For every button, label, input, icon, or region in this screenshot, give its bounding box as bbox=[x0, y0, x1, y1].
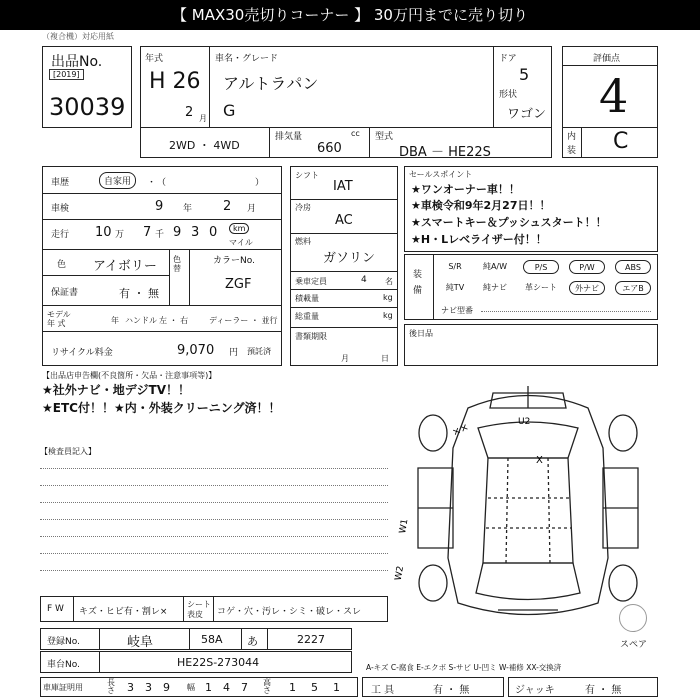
color-label: 色 bbox=[57, 260, 67, 270]
grade-label: 評価点 bbox=[593, 54, 621, 64]
displacement: 660 bbox=[317, 141, 342, 156]
registration-place: 岐阜 bbox=[127, 635, 154, 650]
jack-label: ジャッキ bbox=[515, 685, 555, 696]
mileage-digit-3: 0 bbox=[209, 225, 218, 240]
docs-day-unit: 日 bbox=[381, 354, 389, 363]
ac-value: AC bbox=[335, 213, 353, 228]
remark-line-1: ★社外ナビ・地デジTV！！ bbox=[42, 383, 190, 397]
mileage-unit-mile: マイル bbox=[229, 238, 253, 247]
nav-model-label: ナビ型番 bbox=[441, 306, 473, 315]
features-label: F W bbox=[47, 604, 64, 614]
dealer-label: ディーラー ・ 並行 bbox=[209, 316, 278, 325]
history-paren-open: （ bbox=[157, 178, 167, 188]
fuel-value: ガソリン bbox=[323, 251, 376, 266]
cert-height-2: 5 bbox=[311, 681, 318, 694]
equip-ps: P/S bbox=[523, 260, 559, 274]
mark-xx: ×× bbox=[450, 421, 471, 439]
vehicle-box bbox=[140, 46, 552, 158]
warranty-label: 保証書 bbox=[51, 288, 79, 298]
features-row bbox=[40, 596, 388, 622]
gross-unit: kg bbox=[383, 311, 393, 320]
equip-tv: 純TV bbox=[445, 283, 465, 292]
mileage-man-unit: 万 bbox=[115, 230, 125, 240]
docs-month-unit: 月 bbox=[341, 354, 349, 363]
lot-year-stamp: [2019] bbox=[49, 69, 84, 80]
chassis-row bbox=[40, 651, 352, 673]
sales-point-2: ★車検令和9年2月27日！！ bbox=[411, 199, 551, 212]
inspection-month: 2 bbox=[223, 199, 232, 214]
cc-unit: cc bbox=[351, 129, 360, 138]
car-name: アルトラパン bbox=[223, 74, 319, 93]
color-no-label: カラーNo. bbox=[213, 256, 255, 266]
registration-number: 2227 bbox=[297, 633, 325, 646]
remarks-header: 【出品店申告欄(不良箇所・欠品・注意事項等)】 bbox=[42, 371, 217, 380]
registration-label: 登録No. bbox=[47, 637, 80, 647]
inspection-year: 9 bbox=[155, 199, 164, 214]
remark-line-2: ★ETC付！！★内・外装クリーニング済！！ bbox=[42, 401, 281, 415]
equipment-box bbox=[404, 254, 658, 320]
recycle-unit: 円 bbox=[229, 348, 239, 358]
cert-width-1: 1 bbox=[205, 681, 212, 694]
mark-w1: W1 bbox=[398, 518, 411, 535]
grade-score: 4 bbox=[599, 69, 629, 123]
equip-aftermarket-nav: 外ナビ bbox=[569, 281, 605, 295]
color-change-label: 色替 bbox=[173, 255, 181, 273]
mileage-unit-km: km bbox=[229, 223, 249, 234]
sales-points-label: セールスポイント bbox=[409, 170, 473, 179]
cert-width-label: 幅 bbox=[187, 683, 195, 692]
body-label: 形状 bbox=[499, 90, 518, 100]
chassis-label: 車台No. bbox=[47, 660, 80, 670]
cert-width-3: 7 bbox=[241, 681, 248, 694]
inspection-year-unit: 年 bbox=[183, 204, 193, 214]
jack-value: 有 ・ 無 bbox=[585, 685, 622, 696]
registration-kana: あ bbox=[247, 635, 258, 648]
year-label: 年式 bbox=[145, 54, 164, 64]
car-grade: G bbox=[223, 101, 236, 120]
grade-box bbox=[562, 46, 658, 158]
sheet-label: シート bbox=[187, 600, 211, 609]
mileage-label: 走行 bbox=[51, 230, 70, 240]
history-paren-close: ） bbox=[255, 178, 265, 188]
tools-value: 有 ・ 無 bbox=[433, 685, 470, 696]
jack-box bbox=[508, 677, 658, 697]
chassis-value: HE22S-273044 bbox=[177, 656, 260, 669]
tools-box bbox=[362, 677, 504, 697]
banner: 【 MAX30売切りコーナー 】 30万円までに売り切り bbox=[0, 0, 700, 30]
cert-width-2: 4 bbox=[223, 681, 230, 694]
gross-label: 総重量 bbox=[295, 312, 319, 321]
history-label: 車歴 bbox=[51, 178, 70, 188]
equip-sr: S/R bbox=[448, 262, 462, 271]
drive: 2WD ・ 4WD bbox=[169, 139, 240, 152]
cert-height-label: 高さ bbox=[263, 678, 271, 695]
inspector-label: 【検査員記入】 bbox=[40, 447, 96, 456]
inspection-month-unit: 月 bbox=[247, 204, 257, 214]
interior-label-2: 装 bbox=[567, 146, 577, 156]
model-code: DBA － HE22S bbox=[399, 145, 491, 160]
warranty-value: 有 ・ 無 bbox=[119, 287, 159, 300]
equip-leather: 革シート bbox=[525, 283, 557, 292]
doors: 5 bbox=[519, 65, 530, 84]
tools-label: 工 具 bbox=[371, 685, 395, 696]
cert-len-label: 長さ bbox=[107, 678, 115, 695]
lot-label: 出品No. bbox=[51, 54, 103, 70]
registration-row bbox=[40, 628, 352, 650]
equipment-label-2: 備 bbox=[413, 286, 423, 296]
top-note: （複合機）対応用紙 bbox=[42, 32, 114, 41]
sheet-label-2: 表皮 bbox=[187, 610, 203, 619]
cert-len-1: 3 bbox=[127, 681, 134, 694]
later-items-label: 後日品 bbox=[409, 329, 433, 338]
mark-w2: W2 bbox=[393, 565, 407, 582]
recycle-note: 預託済 bbox=[247, 347, 271, 356]
handle-label: ハンドル bbox=[125, 316, 157, 325]
ac-label: 冷房 bbox=[295, 203, 311, 212]
equip-abs: ABS bbox=[615, 260, 651, 274]
model-year-unit: 年 bbox=[111, 316, 119, 325]
load-label: 積載量 bbox=[295, 294, 319, 303]
capacity-value: 4 bbox=[361, 275, 367, 285]
later-items-box bbox=[404, 324, 658, 366]
doors-label: ドア bbox=[499, 54, 517, 64]
mark-x: X bbox=[536, 455, 543, 466]
sales-point-1: ★ワンオーナー車！！ bbox=[411, 183, 520, 196]
model-year-label-bottom: 年 式 bbox=[47, 319, 66, 328]
mileage-sen: 7 bbox=[143, 225, 152, 240]
spare-circle bbox=[619, 604, 647, 632]
sales-point-4: ★H・Lレベライザー付！！ bbox=[411, 233, 547, 246]
lot-box bbox=[42, 46, 132, 128]
spare-label: スペア bbox=[620, 640, 648, 650]
sales-points-box bbox=[404, 166, 658, 252]
middle-box bbox=[290, 166, 398, 366]
mark-u2: U2 bbox=[518, 417, 531, 427]
displacement-label: 排気量 bbox=[275, 132, 303, 142]
registration-class: 58A bbox=[201, 633, 223, 646]
era-year: H 26 bbox=[149, 69, 201, 94]
equip-airbag: エアB bbox=[615, 281, 651, 295]
sales-point-3: ★スマートキー＆プッシュスタート！！ bbox=[411, 216, 607, 229]
capacity-label: 乗車定員 bbox=[295, 277, 327, 286]
damage-legend: A-キズ C-腐食 E-エクボ S-サビ U-凹ミ W-補修 XX-交換済 bbox=[366, 663, 562, 672]
name-label: 車名・グレード bbox=[215, 54, 279, 64]
car-damage-diagram bbox=[393, 388, 658, 628]
handle-value: 左 ・ 右 bbox=[159, 316, 189, 325]
mileage-sen-unit: 千 bbox=[155, 230, 165, 240]
equip-alloy: 純A/W bbox=[482, 262, 508, 271]
mileage-digit-1: 9 bbox=[173, 225, 182, 240]
inspection-label: 車検 bbox=[51, 204, 70, 214]
cert-label: 車庫証明用 bbox=[43, 683, 83, 692]
interior-label-1: 内 bbox=[567, 132, 577, 142]
cert-height-1: 1 bbox=[289, 681, 296, 694]
equip-pw: P/W bbox=[569, 260, 605, 274]
lot-number: 30039 bbox=[49, 93, 126, 121]
history-dot: ・ bbox=[147, 178, 157, 188]
mileage-digit-2: 3 bbox=[191, 225, 200, 240]
cert-height-3: 1 bbox=[333, 681, 340, 694]
cert-len-3: 9 bbox=[163, 681, 170, 694]
load-unit: kg bbox=[383, 293, 393, 302]
model-year-label-top: モデル bbox=[47, 310, 71, 319]
equipment-label-1: 装 bbox=[413, 270, 423, 280]
details-box bbox=[42, 166, 282, 366]
recycle-amount: 9,070 bbox=[177, 343, 215, 358]
fuel-label: 燃料 bbox=[295, 237, 311, 246]
shift-label: シフト bbox=[295, 171, 319, 180]
reg-month-unit: 月 bbox=[199, 114, 207, 123]
equip-nav: 純ナビ bbox=[483, 283, 507, 292]
sheet-items: コゲ・穴・汚レ・シミ・破レ・スレ bbox=[217, 607, 362, 617]
mileage-man: 10 bbox=[95, 225, 112, 240]
capacity-unit: 名 bbox=[385, 277, 393, 286]
interior-score: C bbox=[613, 129, 629, 154]
cert-len-2: 3 bbox=[145, 681, 152, 694]
body-type: ワゴン bbox=[507, 107, 547, 122]
cert-row bbox=[40, 677, 358, 697]
color-no: ZGF bbox=[225, 277, 252, 292]
recycle-label: リサイクル料金 bbox=[51, 348, 113, 358]
color-value: アイボリー bbox=[93, 259, 157, 274]
history-value: 自家用 bbox=[99, 172, 136, 189]
features-items: キズ・ヒビ有・割レ× bbox=[79, 607, 168, 617]
reg-month: 2 bbox=[185, 105, 194, 120]
docs-deadline-label: 書類期限 bbox=[295, 332, 327, 341]
model-label: 型式 bbox=[375, 132, 394, 142]
shift-value: IAT bbox=[333, 179, 353, 194]
